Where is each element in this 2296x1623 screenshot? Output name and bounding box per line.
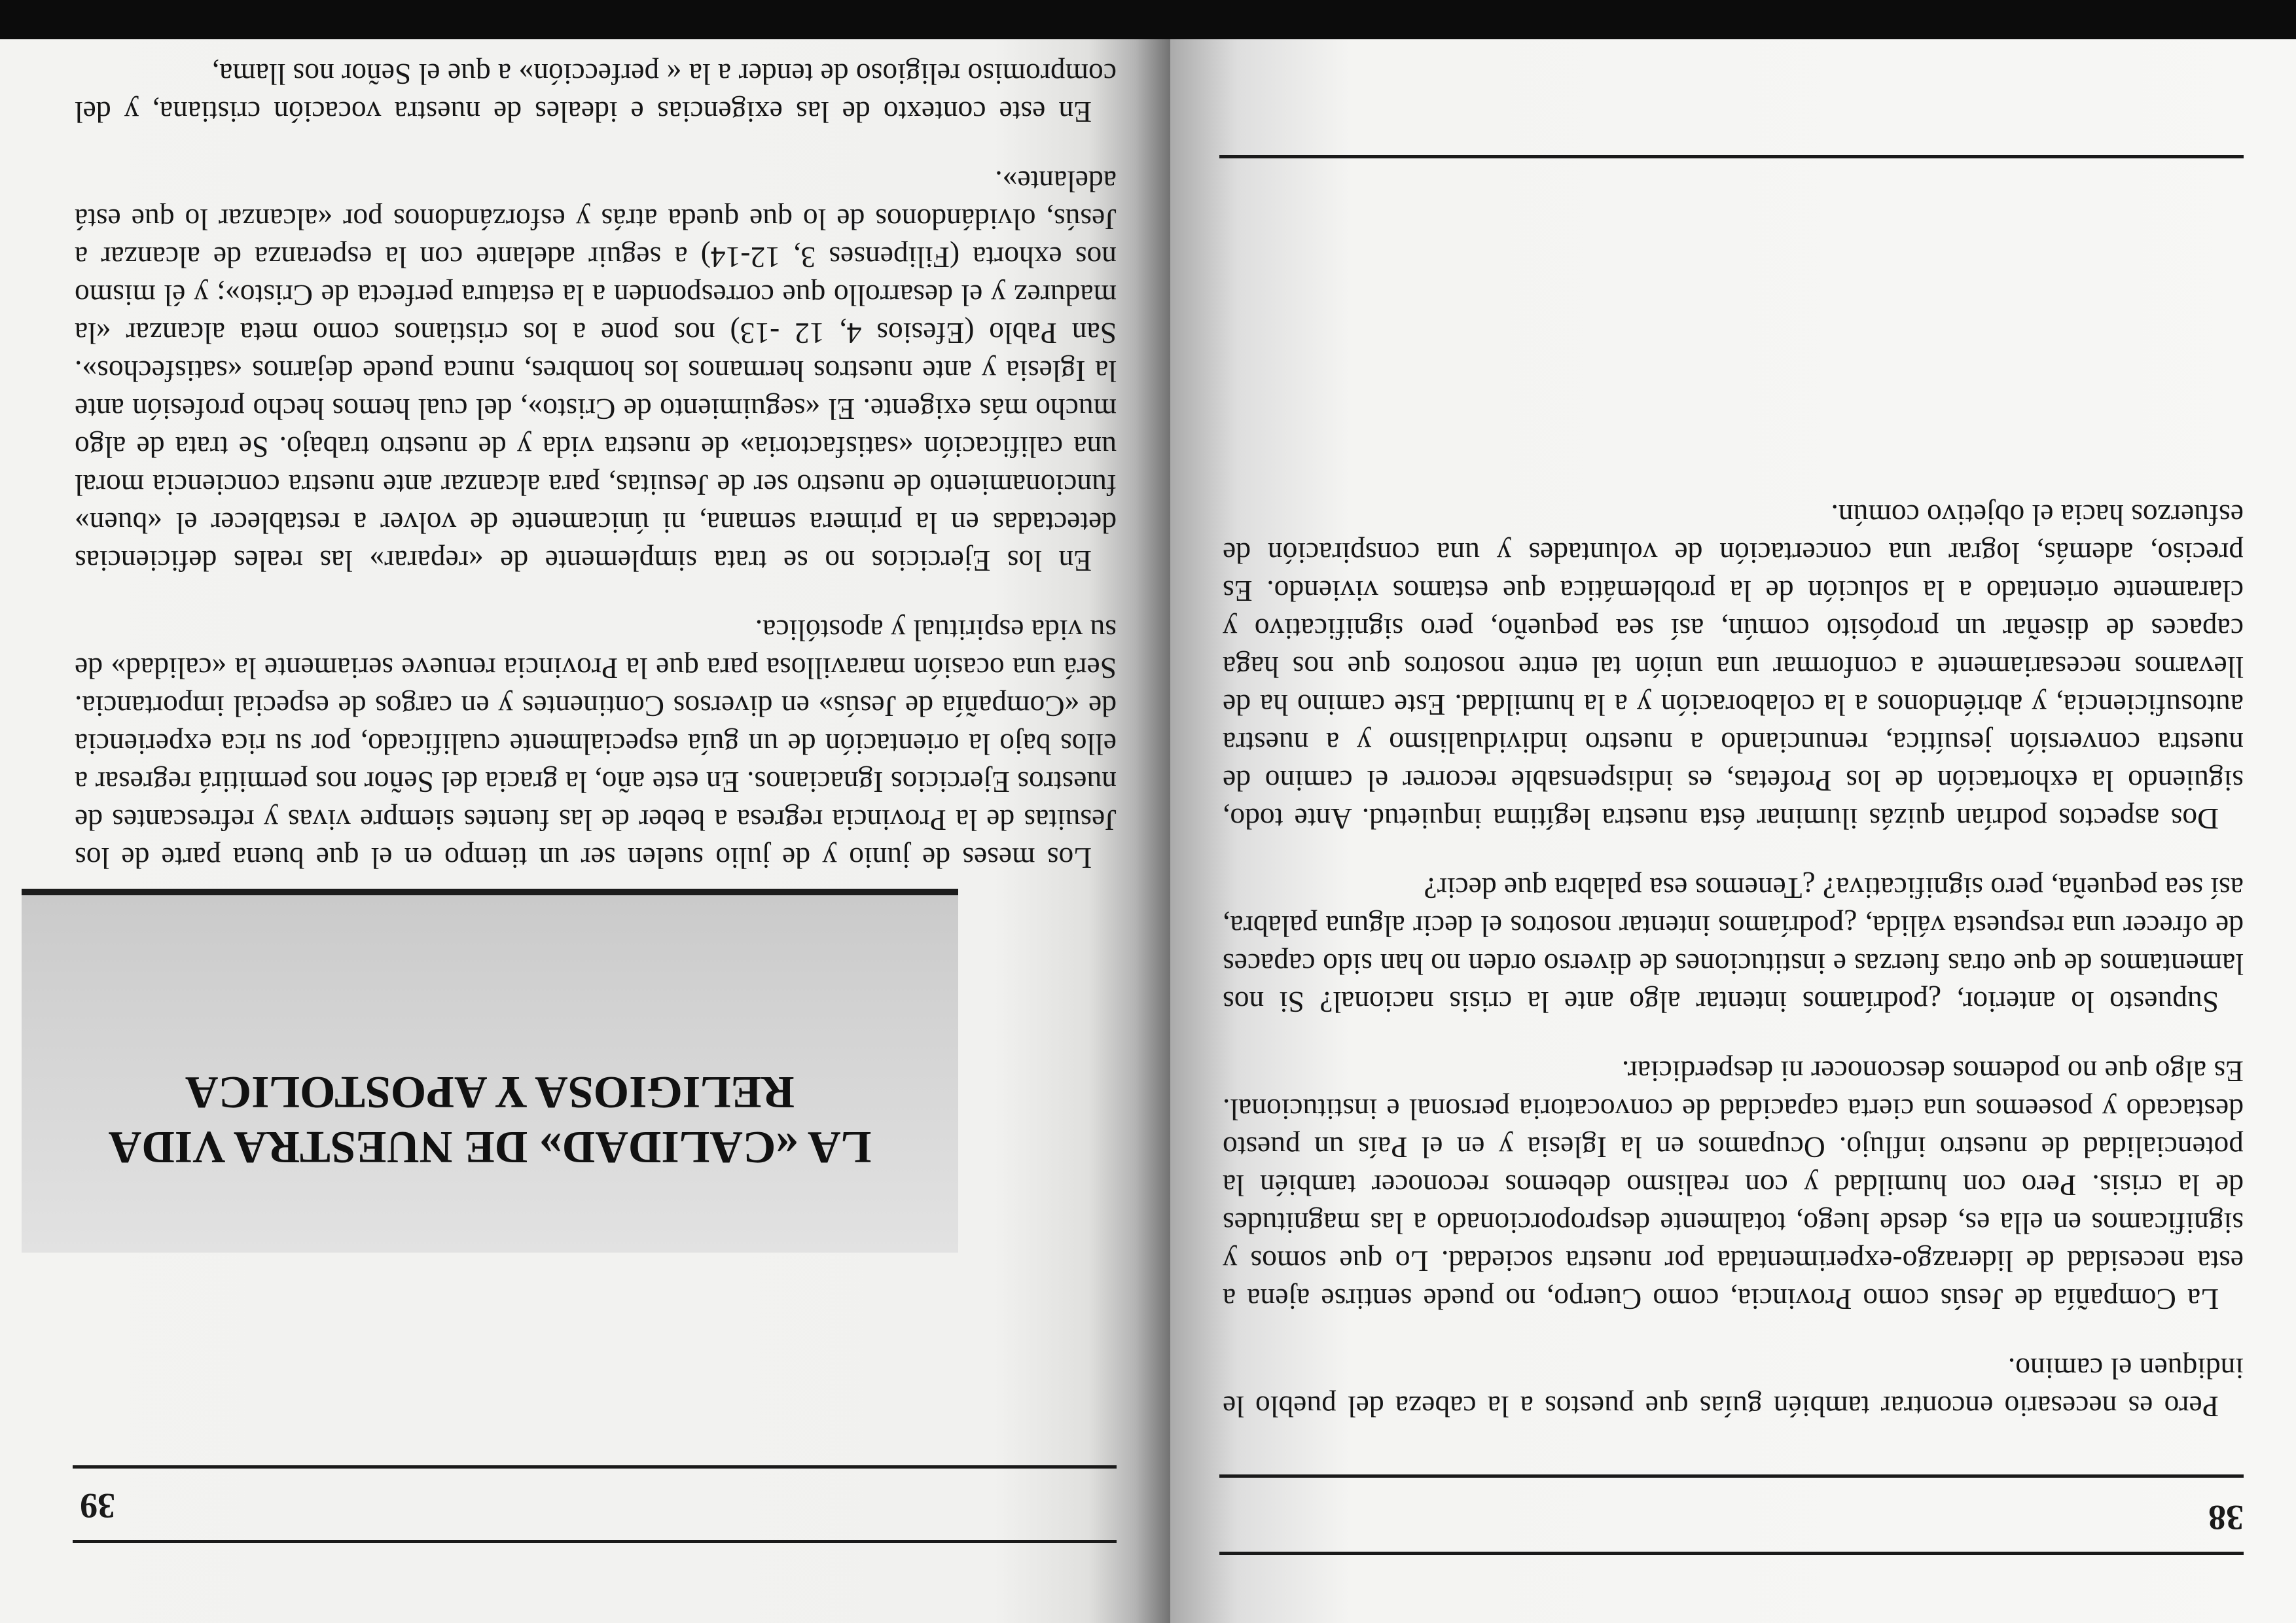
page-number: 38 (2208, 1498, 2244, 1537)
paragraph: Pero es necesario encontrar también guías que puestos a la cabeza del pueblo le indiquen el camino. (1223, 1352, 2244, 1423)
header-rule-top (73, 1540, 1117, 1543)
paragraph: En los Ejercicios no se trata simplemente de «reparar» las reales deficiencias detectadas en la primera semana, ni únicamente de volver a restablecer el «buen» funcionamiento de nuestro ser de Jesuitas, para alcanzar ante nuestra conciencia moral una calificación «satisfactoria» de nuestra vida y de nuestro trabajo. Se trata de algo mucho más exigente. El «seguimiento de Cristo», del cual hemos hecho profesión ante la Iglesia y ante nuestros hermanos los hombres, nunca puede dejarnos «satisfechos». San Pablo (Efesios 4, 12 -13) nos pone a los cristianos como meta alcanzar «la madurez y el desarrollo que corresponden a la estatura perfecta de Cristo»; y él mismo nos exhorta (Filipenses 3, 12-14) a seguir adelante con la esperanza de alcanzar a Jesús, olvidándonos de lo que queda atrás y esforzándonos por «alcanzar lo que está adelante». (75, 165, 1117, 578)
left-page (1170, 39, 2296, 1623)
paragraph: La Compañía de Jesús como Provincia, como Cuerpo, no puede sentirse ajena a esta necesidad de liderazgo-experimentada por nuestra sociedad. Lo que somos y significamos en ella es, desde luego, totalmente desproporcionado a las magnitudes de la crisis. Pero con humildad y con realismo debemos reconocer también la potencialidad de nuestro influjo. Ocupamos en la Iglesia y en el País un puesto destacado y poseemos una cierta capacidad de convocatoria personal e institucional. Es algo que no podemos desconocer ni desperdiciar. (1223, 1055, 2244, 1316)
right-page (0, 39, 1170, 1623)
paragraph: Supuesto lo anterior, ¿podríamos intentar algo ante la crisis nacional? Si nos lamentamos de que otras fuerzas e instituciones de diverso orden no han sido capaces de ofrecer una respuesta válida, ¿podríamos intentar nosotros el decir alguna palabra, así sea pequeña, pero significativa? ¿Tenemos esa palabra que decir? (1223, 872, 2244, 1019)
page-body (1223, 496, 2244, 1425)
paragraph: En este contexto de las exigencias e ideales de nuestra vocación cristiana, y del compromiso religioso de tender a la « perfección» a que el Señor nos llama, (75, 58, 1117, 129)
page-body (75, 55, 1117, 877)
paragraph: Los meses de junio y de julio suelen ser un tiempo en el que buena parte de los Jesuitas de la Provincia regresa a beber de las fuentes siempre vivas y refrescantes de nuestros Ejercicios Ignacianos. En este año, la gracia del Señor nos permitirá regresar a ellos bajo la orientación de un guía especialmente cualificado, por su rica experiencia de «Compañía de Jesús» en diversos Continentes y en cargos de especial importancia. Será una ocasión maravillosa para que la Provincia renueve seriamente la «calidad» de su vida espiritual y apostólica. (75, 614, 1117, 875)
header-rule-bottom (73, 1465, 1117, 1469)
chapter-banner (22, 889, 958, 1253)
footer-rule (1219, 155, 2244, 158)
paragraph: Dos aspectos podrían quizás iluminar ésta nuestra legítima inquietud. Ante todo, siguiendo la exhortación de los Profetas, es indispensable recorrer el camino de nuestra conversión jesuítica, renunciando a nuestro individualismo y a nuestra autosuficiencia, y abriéndonos a la colaboración y a la humildad. Este camino ha de llevarnos necesariamente a conformar una unión tal entre nosotros que nos haga capaces de diseñar un propósito común, así sea pequeño, pero significativo y claramente orientado a la solución de la problemática que estamos viviendo. Es preciso, además, lograr una concertación de voluntades y una conspiración de esfuerzos hacia el objetivo común. (1223, 499, 2244, 836)
chapter-title-line: LA «CALIDAD» DE NUESTRA VIDA (108, 1122, 872, 1172)
chapter-title-line: RELIGIOSA Y APOSTOLICA (185, 1067, 795, 1117)
page-number: 39 (80, 1486, 115, 1525)
header-rule-bottom (1219, 1474, 2244, 1478)
header-rule-top (1219, 1552, 2244, 1555)
chapter-title (22, 1064, 958, 1174)
